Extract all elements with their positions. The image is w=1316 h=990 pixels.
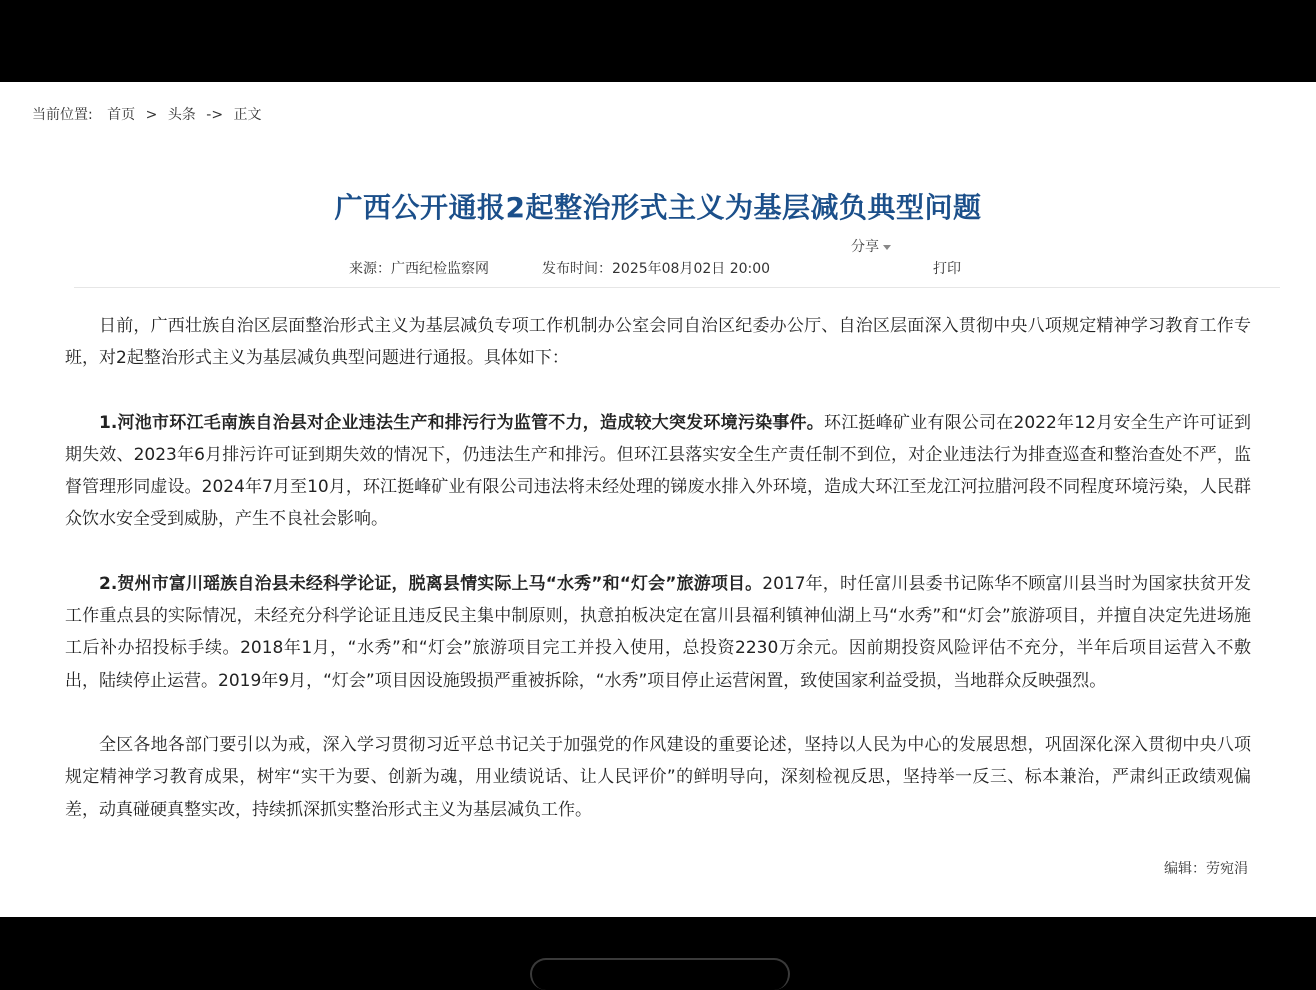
- paragraph-text: 2017年，时任富川县委书记陈华不顾富川县当时为国家扶贫开发工作重点县的实际情况，未经充分科学论证且违反民主集中制原则，执意拍板决定在富川县福利镇神仙湖上马“水秀”和“灯会”旅游项目，并擅自决定先进场施工后补办招投标手续。2018年1月，“水秀”和“灯会”旅游项目完工并投入使用，总投资2230万余元。因前期投资风险评估不充分，半年后项目运营入不敷出，陆续停止运营。2019年9月，“灯会”项目因设施毁损严重被拆除，“水秀”项目停止运营闲置，致使国家利益受损，当地群众反映强烈。: [65, 573, 1251, 691]
- article-body: [65, 310, 1251, 826]
- print-button[interactable]: 打印: [933, 261, 961, 277]
- paragraph-text: 环江挺峰矿业有限公司在2022年12月安全生产许可证到期失效、2023年6月排污许可证到期失效的情况下，仍违法生产和排污。但环江县落实安全生产责任制不到位，对企业违法行为排查巡查和整治查处不严，监督管理形同虚设。2024年7月至10月，环江挺峰矿业有限公司违法将未经处理的锑废水排入外环境，造成大环江至龙江河拉腊河段不同程度环境污染，人民群众饮水安全受到威胁，产生不良社会影响。: [65, 412, 1251, 530]
- home-indicator[interactable]: [530, 958, 790, 990]
- title-divider: [74, 287, 1280, 288]
- breadcrumb-current: 正文: [233, 107, 262, 123]
- article-paragraph: [65, 729, 1251, 826]
- share-button[interactable]: [851, 236, 891, 256]
- article-paragraph: [65, 407, 1251, 536]
- paragraph-text: 全区各地各部门要引以为戒，深入学习贯彻习近平总书记关于加强党的作风建设的重要论述，坚持以人民为中心的发展思想，巩固深化深入贯彻中央八项规定精神学习教育成果，树牢“实干为要、创新为魂，用业绩说话、让人民评价”的鲜明导向，深刻检视反思，坚持举一反三、标本兼治，严肃纠正政绩观偏差，动真碰硬真整实改，持续抓深抓实整治形式主义为基层减负工作。: [65, 734, 1251, 820]
- article-source: 来源：广西纪检监察网: [349, 261, 489, 277]
- chevron-down-icon: [883, 245, 891, 250]
- article-title: 广西公开通报2起整治形式主义为基层减负典型问题: [334, 191, 982, 224]
- breadcrumb-separator: >: [145, 107, 158, 123]
- paragraph-lead: 1.河池市环江毛南族自治县对企业违法生产和排污行为监管不力，造成较大突发环境污染事件。: [99, 412, 824, 433]
- article-paragraph: [65, 310, 1251, 375]
- paragraph-lead: 2.贺州市富川瑶族自治县未经科学论证，脱离县情实际上马“水秀”和“灯会”旅游项目。: [99, 573, 763, 594]
- top-black-bar: [0, 0, 1316, 82]
- breadcrumb-prefix: 当前位置:: [32, 107, 93, 123]
- share-label: 分享: [851, 239, 879, 255]
- article-publish-time: 发布时间：2025年08月02日 20:00: [542, 261, 771, 277]
- breadcrumb-section-link[interactable]: 头条: [167, 107, 196, 123]
- article-page: [0, 82, 1316, 917]
- paragraph-text: 日前，广西壮族自治区层面整治形式主义为基层减负专项工作机制办公室会同自治区纪委办公厅、自治区层面深入贯彻中央八项规定精神学习教育工作专班，对2起整治形式主义为基层减负典型问题进行通报。具体如下：: [65, 316, 1251, 369]
- breadcrumb-home-link[interactable]: 首页: [107, 107, 136, 123]
- breadcrumb-separator: ->: [206, 107, 224, 123]
- article-editor: 编辑：劳宛涓: [1164, 861, 1248, 877]
- breadcrumb: [32, 104, 262, 124]
- article-paragraph: [65, 568, 1251, 697]
